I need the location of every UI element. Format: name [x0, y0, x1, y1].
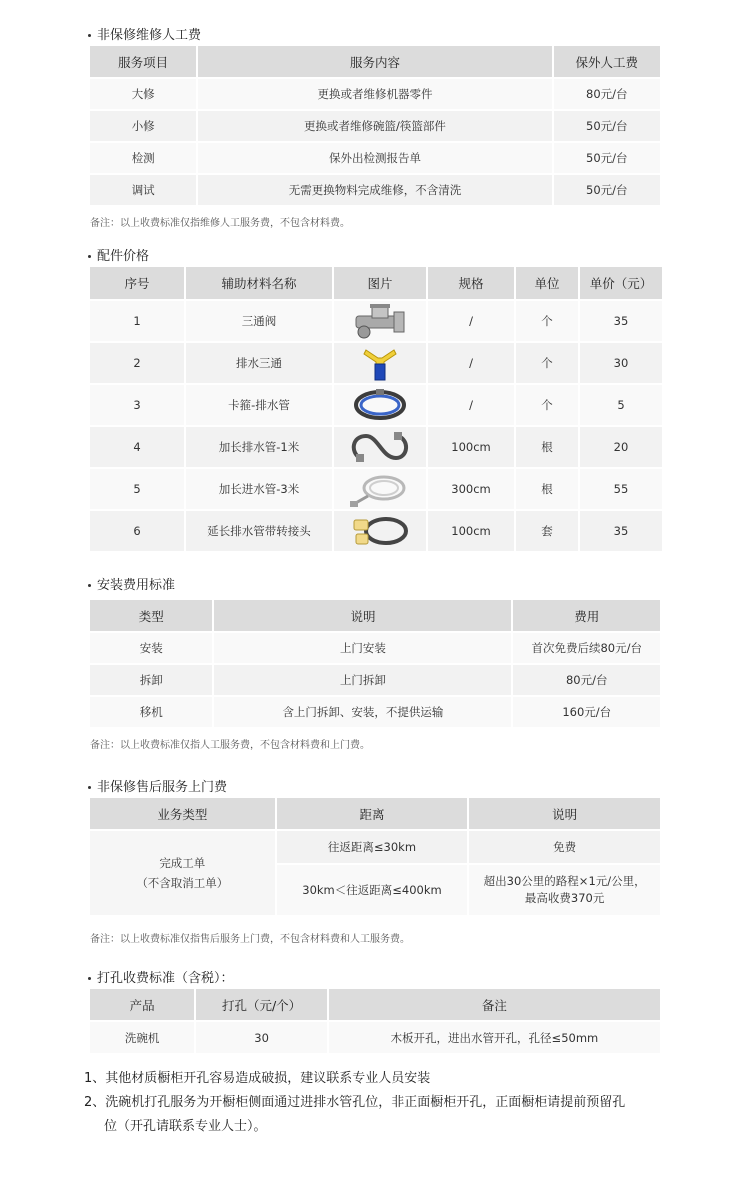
install-fee-table: [88, 598, 662, 729]
drain-tee-icon: [334, 343, 426, 383]
table-cell: 50元/台: [554, 143, 660, 173]
table-cell: 卡箍-排水管: [186, 385, 332, 425]
bullet-icon: [88, 584, 91, 587]
table-header-row: [90, 600, 660, 631]
bullet-icon: [88, 977, 91, 980]
table-cell: 更换或者维修机器零件: [198, 79, 551, 109]
tee-valve-icon: [334, 301, 426, 341]
header-cell: 距离: [277, 798, 468, 829]
header-cell: 保外人工费: [554, 46, 660, 77]
table-cell: 小修: [90, 111, 196, 141]
table-header-row: [90, 267, 662, 299]
table-cell: 保外出检测报告单: [198, 143, 551, 173]
table-cell: 套: [516, 511, 578, 551]
header-cell: 图片: [334, 267, 426, 299]
install-fee-note: 备注：以上收费标准仅指人工服务费，不包含材料费和上门费。: [90, 740, 370, 751]
table-cell: 调试: [90, 175, 196, 205]
table-cell: 个: [516, 343, 578, 383]
table-cell: 洗碗机: [90, 1022, 194, 1053]
table-row: [90, 633, 660, 663]
table-cell: 80元/台: [513, 665, 660, 695]
table-row: [90, 79, 660, 109]
table-cell: 上门拆卸: [214, 665, 511, 695]
table-header-row: [90, 46, 660, 77]
header-cell: 单位: [516, 267, 578, 299]
table-row: [90, 385, 662, 425]
table-cell: 1: [90, 301, 184, 341]
header-cell: 说明: [469, 798, 660, 829]
table-row: [90, 697, 660, 727]
table-cell: 300cm: [428, 469, 514, 509]
table-cell: 延长排水管带转接头: [186, 511, 332, 551]
table-cell: 55: [580, 469, 662, 509]
table-cell: 根: [516, 469, 578, 509]
table-cell: 加长排水管-1米: [186, 427, 332, 467]
table-cell: 160元/台: [513, 697, 660, 727]
bullet-icon: [88, 34, 91, 37]
table-cell: 100cm: [428, 427, 514, 467]
table-cell: 木板开孔，进出水管开孔，孔径≤50mm: [329, 1022, 660, 1053]
table-row: [90, 143, 660, 173]
table-cell: 首次免费后续80元/台: [513, 633, 660, 663]
table-cell: 6: [90, 511, 184, 551]
table-cell: 30km＜往返距离≤400km: [277, 865, 468, 915]
visit-fee-table: [88, 796, 662, 917]
table-cell: 含上门拆卸、安装，不提供运输: [214, 697, 511, 727]
table-row: [90, 111, 660, 141]
table-row: [90, 469, 662, 509]
repair-labor-note: 备注：以上收费标准仅指维修人工服务费，不包含材料费。: [90, 218, 350, 229]
header-cell: 产品: [90, 989, 194, 1020]
table-cell: 个: [516, 301, 578, 341]
table-cell: 5: [90, 469, 184, 509]
table-cell: 30: [580, 343, 662, 383]
table-cell: 往返距离≤30km: [277, 831, 468, 863]
table-cell: 20: [580, 427, 662, 467]
table-cell: 排水三通: [186, 343, 332, 383]
header-cell: 单价（元）: [580, 267, 662, 299]
table-row: [90, 427, 662, 467]
section-title-parts-price: 配件价格: [88, 245, 149, 264]
table-cell: 根: [516, 427, 578, 467]
hose-clamp-icon: [334, 385, 426, 425]
business-type-cell: 完成工单 （不含取消工单）: [90, 831, 275, 915]
table-cell: 4: [90, 427, 184, 467]
header-cell: 服务项目: [90, 46, 196, 77]
table-row: [90, 175, 660, 205]
table-cell: 2: [90, 343, 184, 383]
table-row: [90, 831, 660, 863]
header-cell: 打孔（元/个）: [196, 989, 326, 1020]
header-cell: 服务内容: [198, 46, 551, 77]
header-cell: 说明: [214, 600, 511, 631]
bullet-icon: [88, 786, 91, 789]
table-row: [90, 1022, 660, 1053]
header-cell: 序号: [90, 267, 184, 299]
table-cell: 加长进水管-3米: [186, 469, 332, 509]
table-cell: 上门安装: [214, 633, 511, 663]
drilling-fee-table: [88, 987, 662, 1055]
table-cell: 35: [580, 301, 662, 341]
table-row: [90, 343, 662, 383]
header-cell: 业务类型: [90, 798, 275, 829]
header-cell: 辅助材料名称: [186, 267, 332, 299]
table-cell: 超出30公里的路程×1元/公里， 最高收费370元: [469, 865, 660, 915]
table-cell: 5: [580, 385, 662, 425]
section-title-visit-fee: 非保修售后服务上门费: [88, 776, 227, 795]
footnote-2: 2、洗碗机打孔服务为开橱柜侧面通过进排水管孔位，非正面橱柜开孔，正面橱柜请提前预留孔: [84, 1095, 626, 1110]
footnote-list: [84, 1067, 684, 1139]
table-cell: 拆卸: [90, 665, 212, 695]
table-cell: 三通阀: [186, 301, 332, 341]
table-cell: 检测: [90, 143, 196, 173]
table-cell: 80元/台: [554, 79, 660, 109]
header-cell: 类型: [90, 600, 212, 631]
footnote-1: 1、其他材质橱柜开孔容易造成破损，建议联系专业人员安装: [84, 1071, 431, 1086]
inlet-hose-icon: [334, 469, 426, 509]
table-row: [90, 511, 662, 551]
section-title-drilling-fee: 打孔收费标准（含税）：: [88, 967, 234, 986]
table-cell: /: [428, 301, 514, 341]
section-title-install-fee: 安装费用标准: [88, 574, 175, 593]
header-cell: 规格: [428, 267, 514, 299]
table-cell: 100cm: [428, 511, 514, 551]
table-cell: 个: [516, 385, 578, 425]
table-row: [90, 665, 660, 695]
table-cell: 3: [90, 385, 184, 425]
parts-price-table: [88, 265, 664, 553]
bullet-icon: [88, 255, 91, 258]
table-header-row: [90, 989, 660, 1020]
table-cell: 移机: [90, 697, 212, 727]
table-cell: 更换或者维修碗篮/筷篮部件: [198, 111, 551, 141]
table-cell: 30: [196, 1022, 326, 1053]
table-cell: /: [428, 343, 514, 383]
header-cell: 费用: [513, 600, 660, 631]
table-cell: /: [428, 385, 514, 425]
table-cell: 50元/台: [554, 111, 660, 141]
header-cell: 备注: [329, 989, 660, 1020]
table-cell: 50元/台: [554, 175, 660, 205]
repair-labor-table: [88, 44, 662, 207]
footnote-2-cont: 位（开孔请联系专业人士）。: [104, 1119, 267, 1134]
table-row: [90, 301, 662, 341]
table-cell: 安装: [90, 633, 212, 663]
table-cell: 免费: [469, 831, 660, 863]
extension-hose-icon: [334, 511, 426, 551]
table-cell: 无需更换物料完成维修，不含清洗: [198, 175, 551, 205]
table-header-row: [90, 798, 660, 829]
table-cell: 35: [580, 511, 662, 551]
visit-fee-note: 备注：以上收费标准仅指售后服务上门费，不包含材料费和人工服务费。: [90, 934, 410, 945]
drain-hose-icon: [334, 427, 426, 467]
section-title-repair-labor: 非保修维修人工费: [88, 24, 201, 43]
table-cell: 大修: [90, 79, 196, 109]
